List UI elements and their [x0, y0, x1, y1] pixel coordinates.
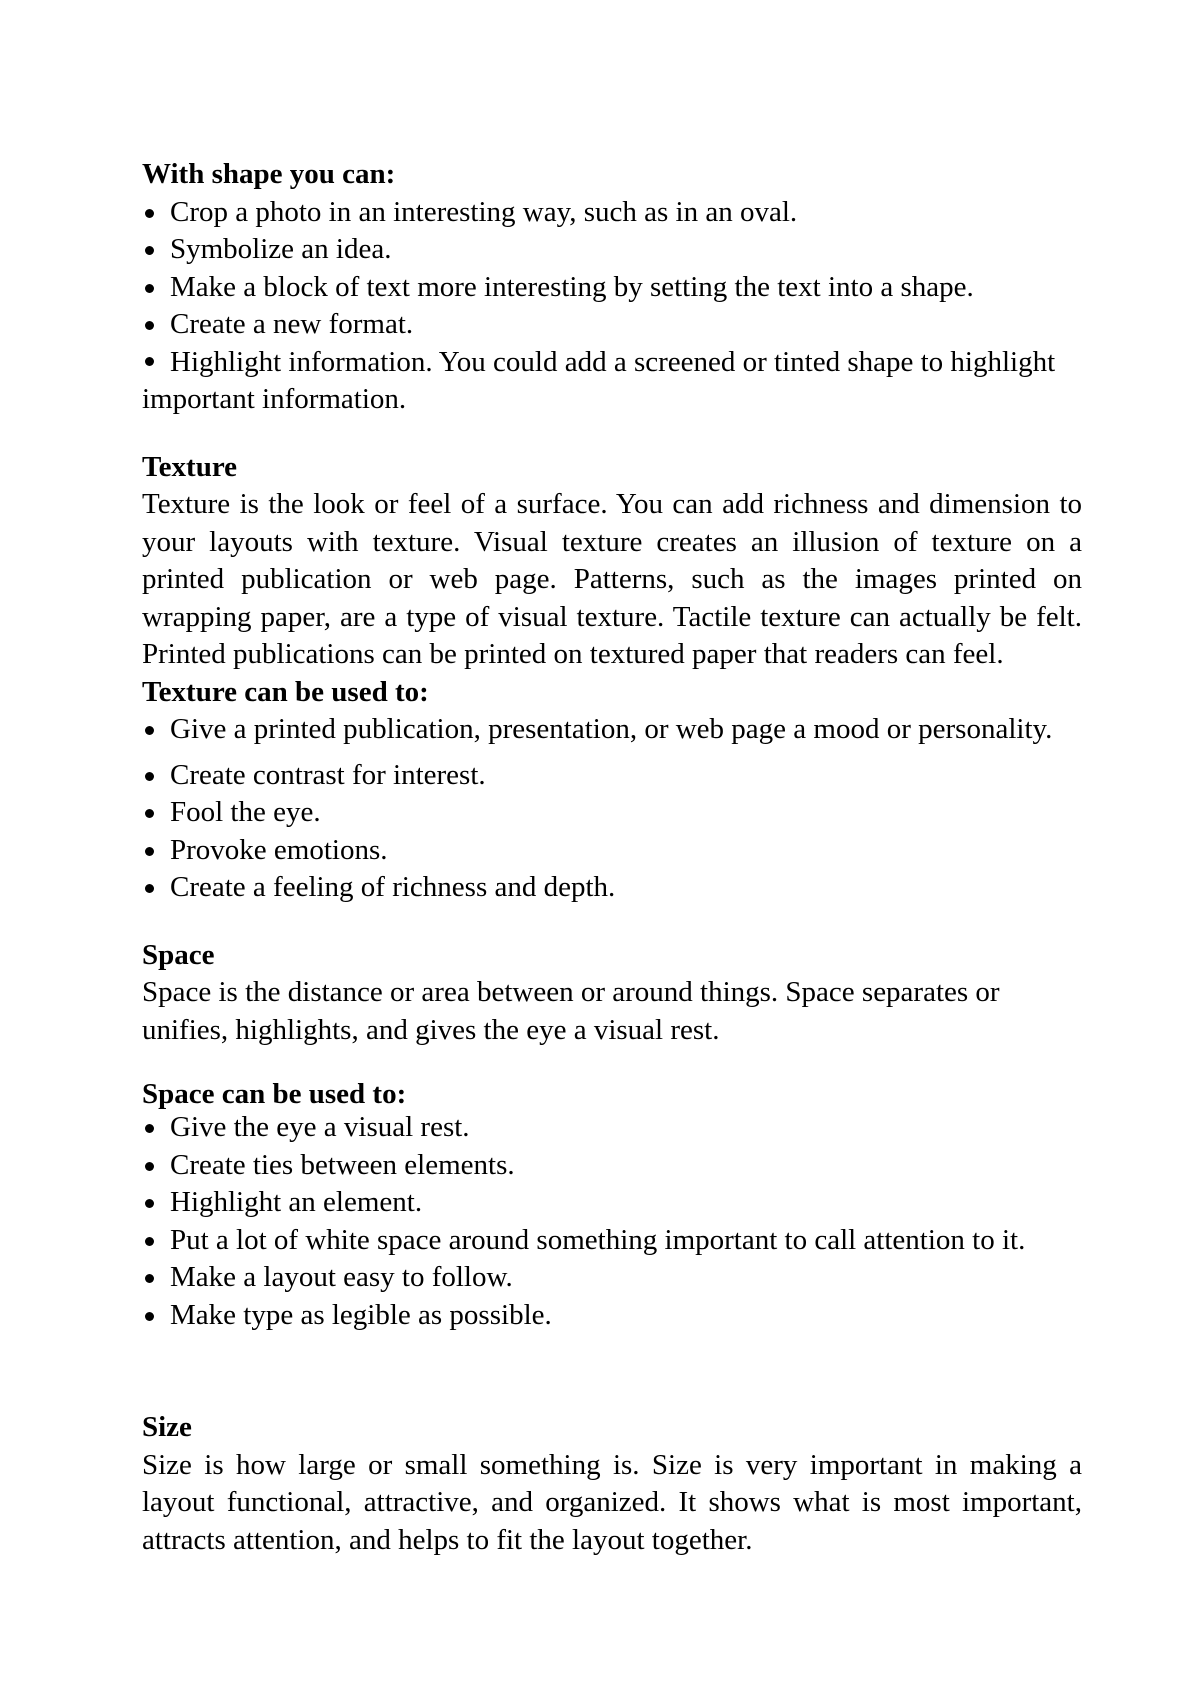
shape-heading: With shape you can: [142, 158, 396, 190]
bullet-icon [145, 1237, 154, 1246]
bullet-icon [145, 884, 154, 893]
texture-section [142, 449, 1082, 907]
texture-bullet-list [142, 711, 1082, 907]
space-section [142, 937, 1082, 1335]
bullet-icon [145, 246, 154, 255]
spacer [142, 419, 1082, 449]
bullet-icon [145, 1124, 154, 1133]
bullet-icon [145, 772, 154, 781]
list-item: Make a layout easy to follow. [142, 1259, 1082, 1297]
list-item: Create ties between elements. [142, 1147, 1082, 1185]
spacer [142, 1049, 1082, 1079]
list-item: Give a printed publication, presentation, or web page a mood or personality. [142, 711, 1082, 749]
list-item: Put a lot of white space around something important to call attention to it. [142, 1222, 1082, 1260]
bullet-icon [145, 321, 154, 330]
list-item: Create a new format. [142, 306, 1082, 344]
space-paragraph: Space is the distance or area between or around things. Space separates or unifies, highlights, and gives the eye a visual rest. [142, 976, 1000, 1046]
spacer [142, 1334, 1082, 1409]
bullet-icon [145, 1274, 154, 1283]
bullet-icon [145, 1199, 154, 1208]
space-bullet-list [142, 1109, 1082, 1334]
list-item: Crop a photo in an interesting way, such as in an oval. [142, 194, 1082, 232]
bullet-icon [145, 1162, 154, 1171]
list-item: Fool the eye. [142, 794, 1082, 832]
size-heading: Size [142, 1411, 192, 1443]
texture-subheading: Texture can be used to: [142, 675, 429, 708]
size-paragraph: Size is how large or small something is. Size is very important in making a layout functional, attractive, and organized. It shows what is most important, attracts attention, and helps to fit the layout together. [142, 1448, 1082, 1556]
list-item: Provoke emotions. [142, 832, 1082, 870]
document-page [142, 156, 1082, 1559]
size-section [142, 1409, 1082, 1559]
list-item: Highlight information. You could add a screened or tinted shape to highlight important information. [142, 345, 1056, 415]
bullet-icon [145, 809, 154, 818]
bullet-icon [145, 209, 154, 218]
space-heading: Space [142, 938, 215, 971]
bullet-icon [145, 726, 154, 735]
list-item: Create a feeling of richness and depth. [142, 869, 1082, 907]
list-item: Create contrast for interest. [142, 757, 1082, 795]
list-item: Make a block of text more interesting by setting the text into a shape. [142, 269, 1082, 307]
bullet-icon [145, 847, 154, 856]
shape-section [142, 156, 1082, 419]
space-subheading: Space can be used to: [142, 1078, 407, 1110]
bullet-icon [145, 1312, 154, 1321]
bullet-icon [145, 357, 154, 366]
bullet-icon [145, 284, 154, 293]
shape-bullet-list [142, 194, 1082, 344]
texture-paragraph: Texture is the look or feel of a surface. You can add richness and dimension to your layouts with texture. Visual texture creates an illusion of texture on a printed publication or web page. Patterns, such as the images printed on wrapping paper, are a type of visual texture. Tactile texture can actually be felt. Printed publications can be printed on textured paper that readers can feel. [142, 488, 1082, 670]
list-item: Highlight an element. [142, 1184, 1082, 1222]
texture-heading: Texture [142, 450, 238, 483]
spacer [142, 907, 1082, 937]
list-item: Symbolize an idea. [142, 231, 1082, 269]
list-item: Give the eye a visual rest. [142, 1109, 1082, 1147]
list-item: Make type as legible as possible. [142, 1297, 1082, 1335]
